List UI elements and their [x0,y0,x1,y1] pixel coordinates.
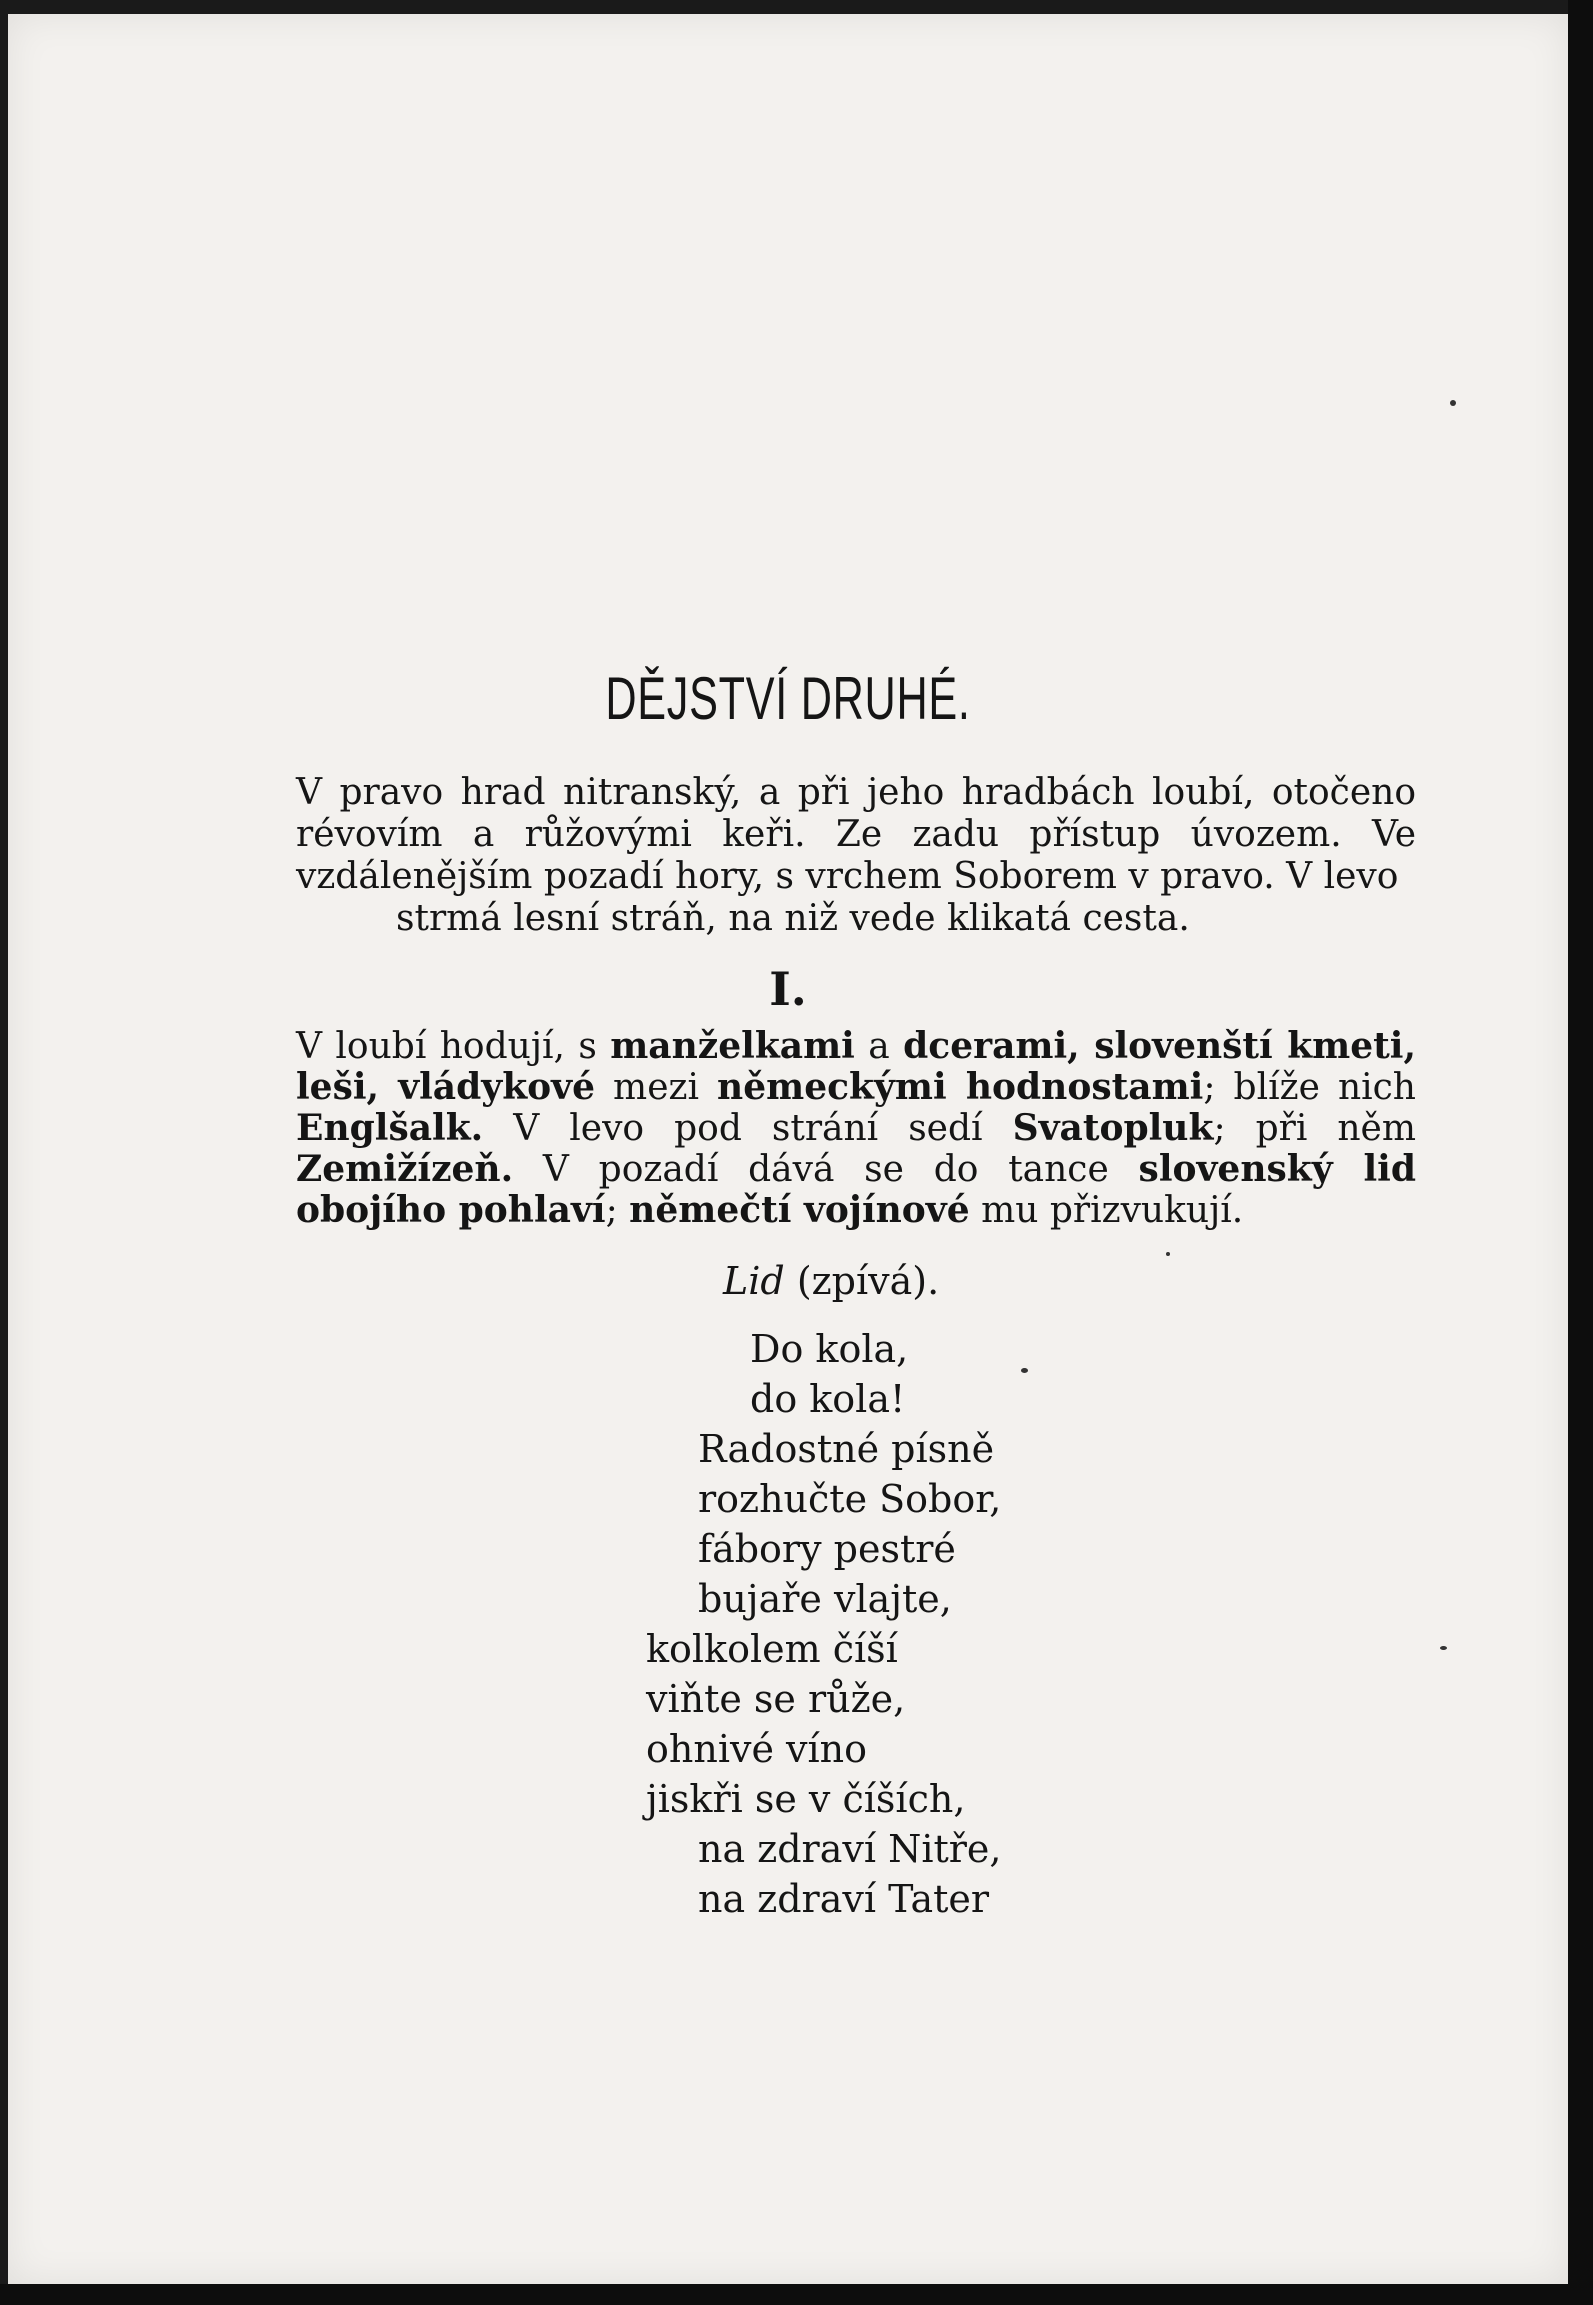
scene-character: německými hodnostami [717,1066,1204,1108]
scene-character: Zemižízeň. [296,1148,514,1190]
scene-text: ; blíže nich [1203,1067,1416,1108]
scene-text: V loubí hodují, s [296,1026,611,1067]
scene-character: Svatopluk [1012,1107,1214,1149]
scene-text: ; při něm [1213,1108,1416,1149]
scene-character: manželkami [610,1025,855,1067]
print-speck [1166,1252,1170,1256]
verse-line: viňte se růže, [646,1677,906,1721]
act-heading: DĚJSTVÍ DRUHÉ. [605,665,971,732]
scene-text: mezi [595,1067,718,1108]
verse-line: na zdraví Nitře, [698,1827,1002,1871]
verse-line: bujaře vlajte, [698,1577,952,1621]
verse-line: ohnivé víno [646,1727,867,1771]
verse-line: rozhučte Sobor, [698,1477,1002,1521]
stage-direction-last-line: strmá lesní stráň, na niž vede klikatá cesta. [396,898,1190,939]
scene-character: němečtí vojínové [629,1189,970,1231]
speaker-direction: (zpívá). [796,1259,940,1303]
page-edge-right [1568,0,1593,2305]
verse-line: jiskři se v číších, [646,1777,966,1821]
verse-line: fábory pestré [698,1527,956,1571]
scene-text: V pozadí dává se do tance [513,1149,1139,1190]
page-edge-bottom [0,2284,1593,2305]
speaker-name: Lid [723,1259,785,1303]
scene-text: mu přizvukují. [969,1190,1244,1231]
print-speck [1440,1646,1447,1650]
scene-description [296,1026,1416,1231]
scene-character: dcerami, slovenští kmeti, leši, vládykové [296,1025,1416,1108]
scene-text: a [854,1026,904,1067]
scene-text: V levo pod strání sedí [483,1108,1013,1149]
print-speck [1021,1368,1028,1373]
print-speck [1450,400,1456,406]
section-number: I. [769,962,807,1016]
book-page [8,14,1568,2284]
verse-line: Radostné písně [698,1427,995,1471]
stage-direction [296,772,1416,940]
speaker-line [723,1259,939,1303]
verse-line: kolkolem číší [646,1627,898,1671]
scene-text: ; [605,1190,630,1231]
verse-line: do kola! [750,1377,906,1421]
verse-line: na zdraví Tater [698,1877,990,1921]
scene-character: Englšalk. [296,1107,484,1149]
stage-direction-text: V pravo hrad nitranský, a při jeho hradbách loubí, otočeno révovím a růžovými keři. Ze zadu přístup úvozem. Ve vzdálenějším pozadí hory, s vrchem Soborem v pravo. V levo [296,772,1416,897]
scene-character: slovenský lid obojího pohlaví [296,1148,1416,1231]
verse-line: Do kola, [750,1327,909,1371]
